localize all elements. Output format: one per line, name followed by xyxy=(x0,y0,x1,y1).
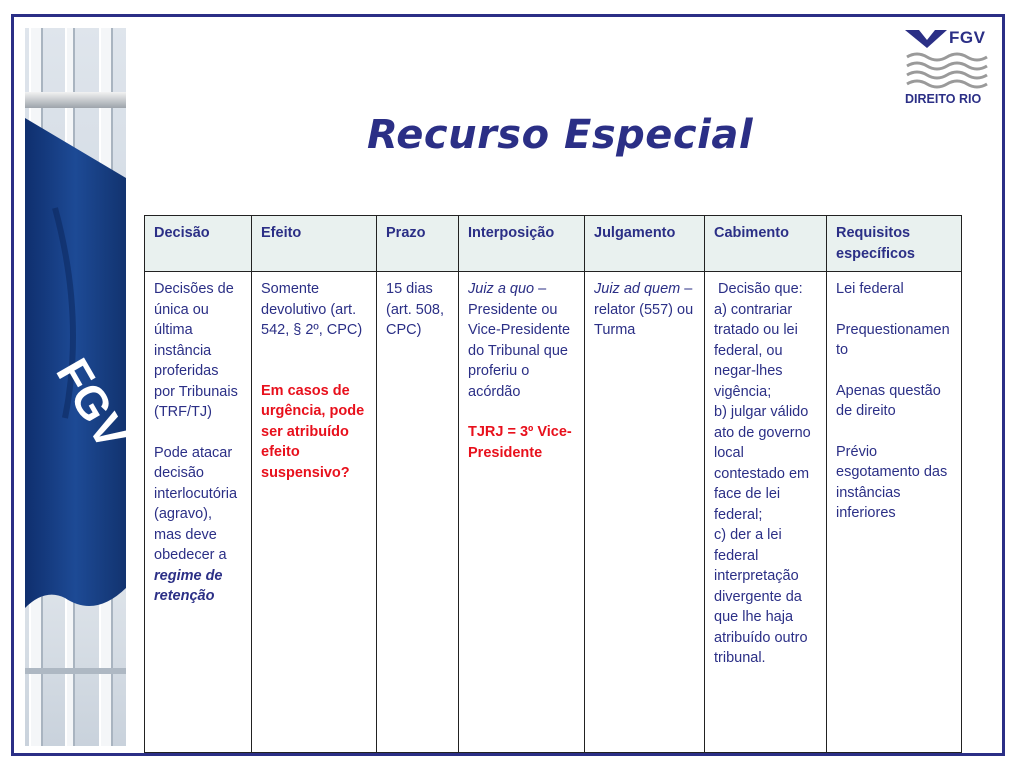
decisao-text-1: Decisões de única ou última instância proferidas por Tribunais (TRF/TJ) xyxy=(154,281,238,420)
building-flag-photo xyxy=(25,28,139,746)
header-decisao: Decisão xyxy=(145,216,252,272)
flag-text: FGV xyxy=(46,349,139,458)
slide-title: Recurso Especial xyxy=(366,112,754,158)
logo-chevron-icon xyxy=(905,28,949,50)
header-interposicao: Interposição xyxy=(459,216,585,272)
requisito-1: Lei federal xyxy=(836,281,904,297)
logo-subtitle: DIREITO RIO xyxy=(905,92,982,106)
prazo-text: 15 dias (art. 508, CPC) xyxy=(386,281,445,338)
requisito-2: Prequestionamento xyxy=(836,321,950,358)
header-prazo: Prazo xyxy=(377,216,459,272)
header-julgamento: Julgamento xyxy=(585,216,705,272)
cell-cabimento xyxy=(705,272,827,753)
julgamento-text: – relator (557) ou Turma xyxy=(594,281,694,338)
interposicao-emphasis: Juiz a quo xyxy=(468,281,535,297)
fgv-flag xyxy=(25,118,139,638)
recurso-especial-table xyxy=(144,215,962,753)
cabimento-item-a: a) contrariar tratado ou lei federal, ou negar-lhes vigência; xyxy=(714,301,798,400)
decisao-emphasis: regime de retenção xyxy=(154,567,223,604)
header-requisitos: Requisitos específicos xyxy=(827,216,962,272)
cell-decisao xyxy=(145,272,252,753)
cabimento-intro: Decisão que: xyxy=(714,281,803,297)
logo-waves-icon xyxy=(905,52,989,90)
flag-pole xyxy=(25,92,126,108)
interposicao-text: – Presidente ou Vice-Presidente do Tribunal que proferiu o acórdão xyxy=(468,281,571,400)
fgv-direito-rio-logo xyxy=(905,26,989,108)
cell-julgamento xyxy=(585,272,705,753)
header-cabimento: Cabimento xyxy=(705,216,827,272)
cell-requisitos xyxy=(827,272,962,753)
requisito-4: Prévio esgotamento das instâncias inferiores xyxy=(836,443,948,521)
cell-efeito xyxy=(252,272,377,753)
table-row xyxy=(145,272,962,753)
table-header-row xyxy=(145,216,962,272)
interposicao-red-note: TJRJ = 3º Vice-Presidente xyxy=(468,424,572,461)
requisito-3: Apenas questão de direito xyxy=(836,382,941,419)
cell-prazo xyxy=(377,272,459,753)
julgamento-emphasis: Juiz ad quem xyxy=(594,281,681,297)
decisao-text-2: Pode atacar decisão interlocutória (agravo), mas deve obedecer a xyxy=(154,444,238,563)
efeito-red-note: Em casos de urgência, pode ser atribuído efeito suspensivo? xyxy=(261,382,365,481)
cell-interposicao xyxy=(459,272,585,753)
header-efeito: Efeito xyxy=(252,216,377,272)
cabimento-item-b: b) julgar válido ato de governo local contestado em face de lei federal; xyxy=(714,404,811,523)
cabimento-item-c: c) der a lei federal interpretação divergente da que lhe haja atribuído outro tribunal. xyxy=(714,527,808,666)
efeito-text-1: Somente devolutivo (art. 542, § 2º, CPC) xyxy=(261,281,363,338)
logo-brand: FGV xyxy=(949,28,986,47)
